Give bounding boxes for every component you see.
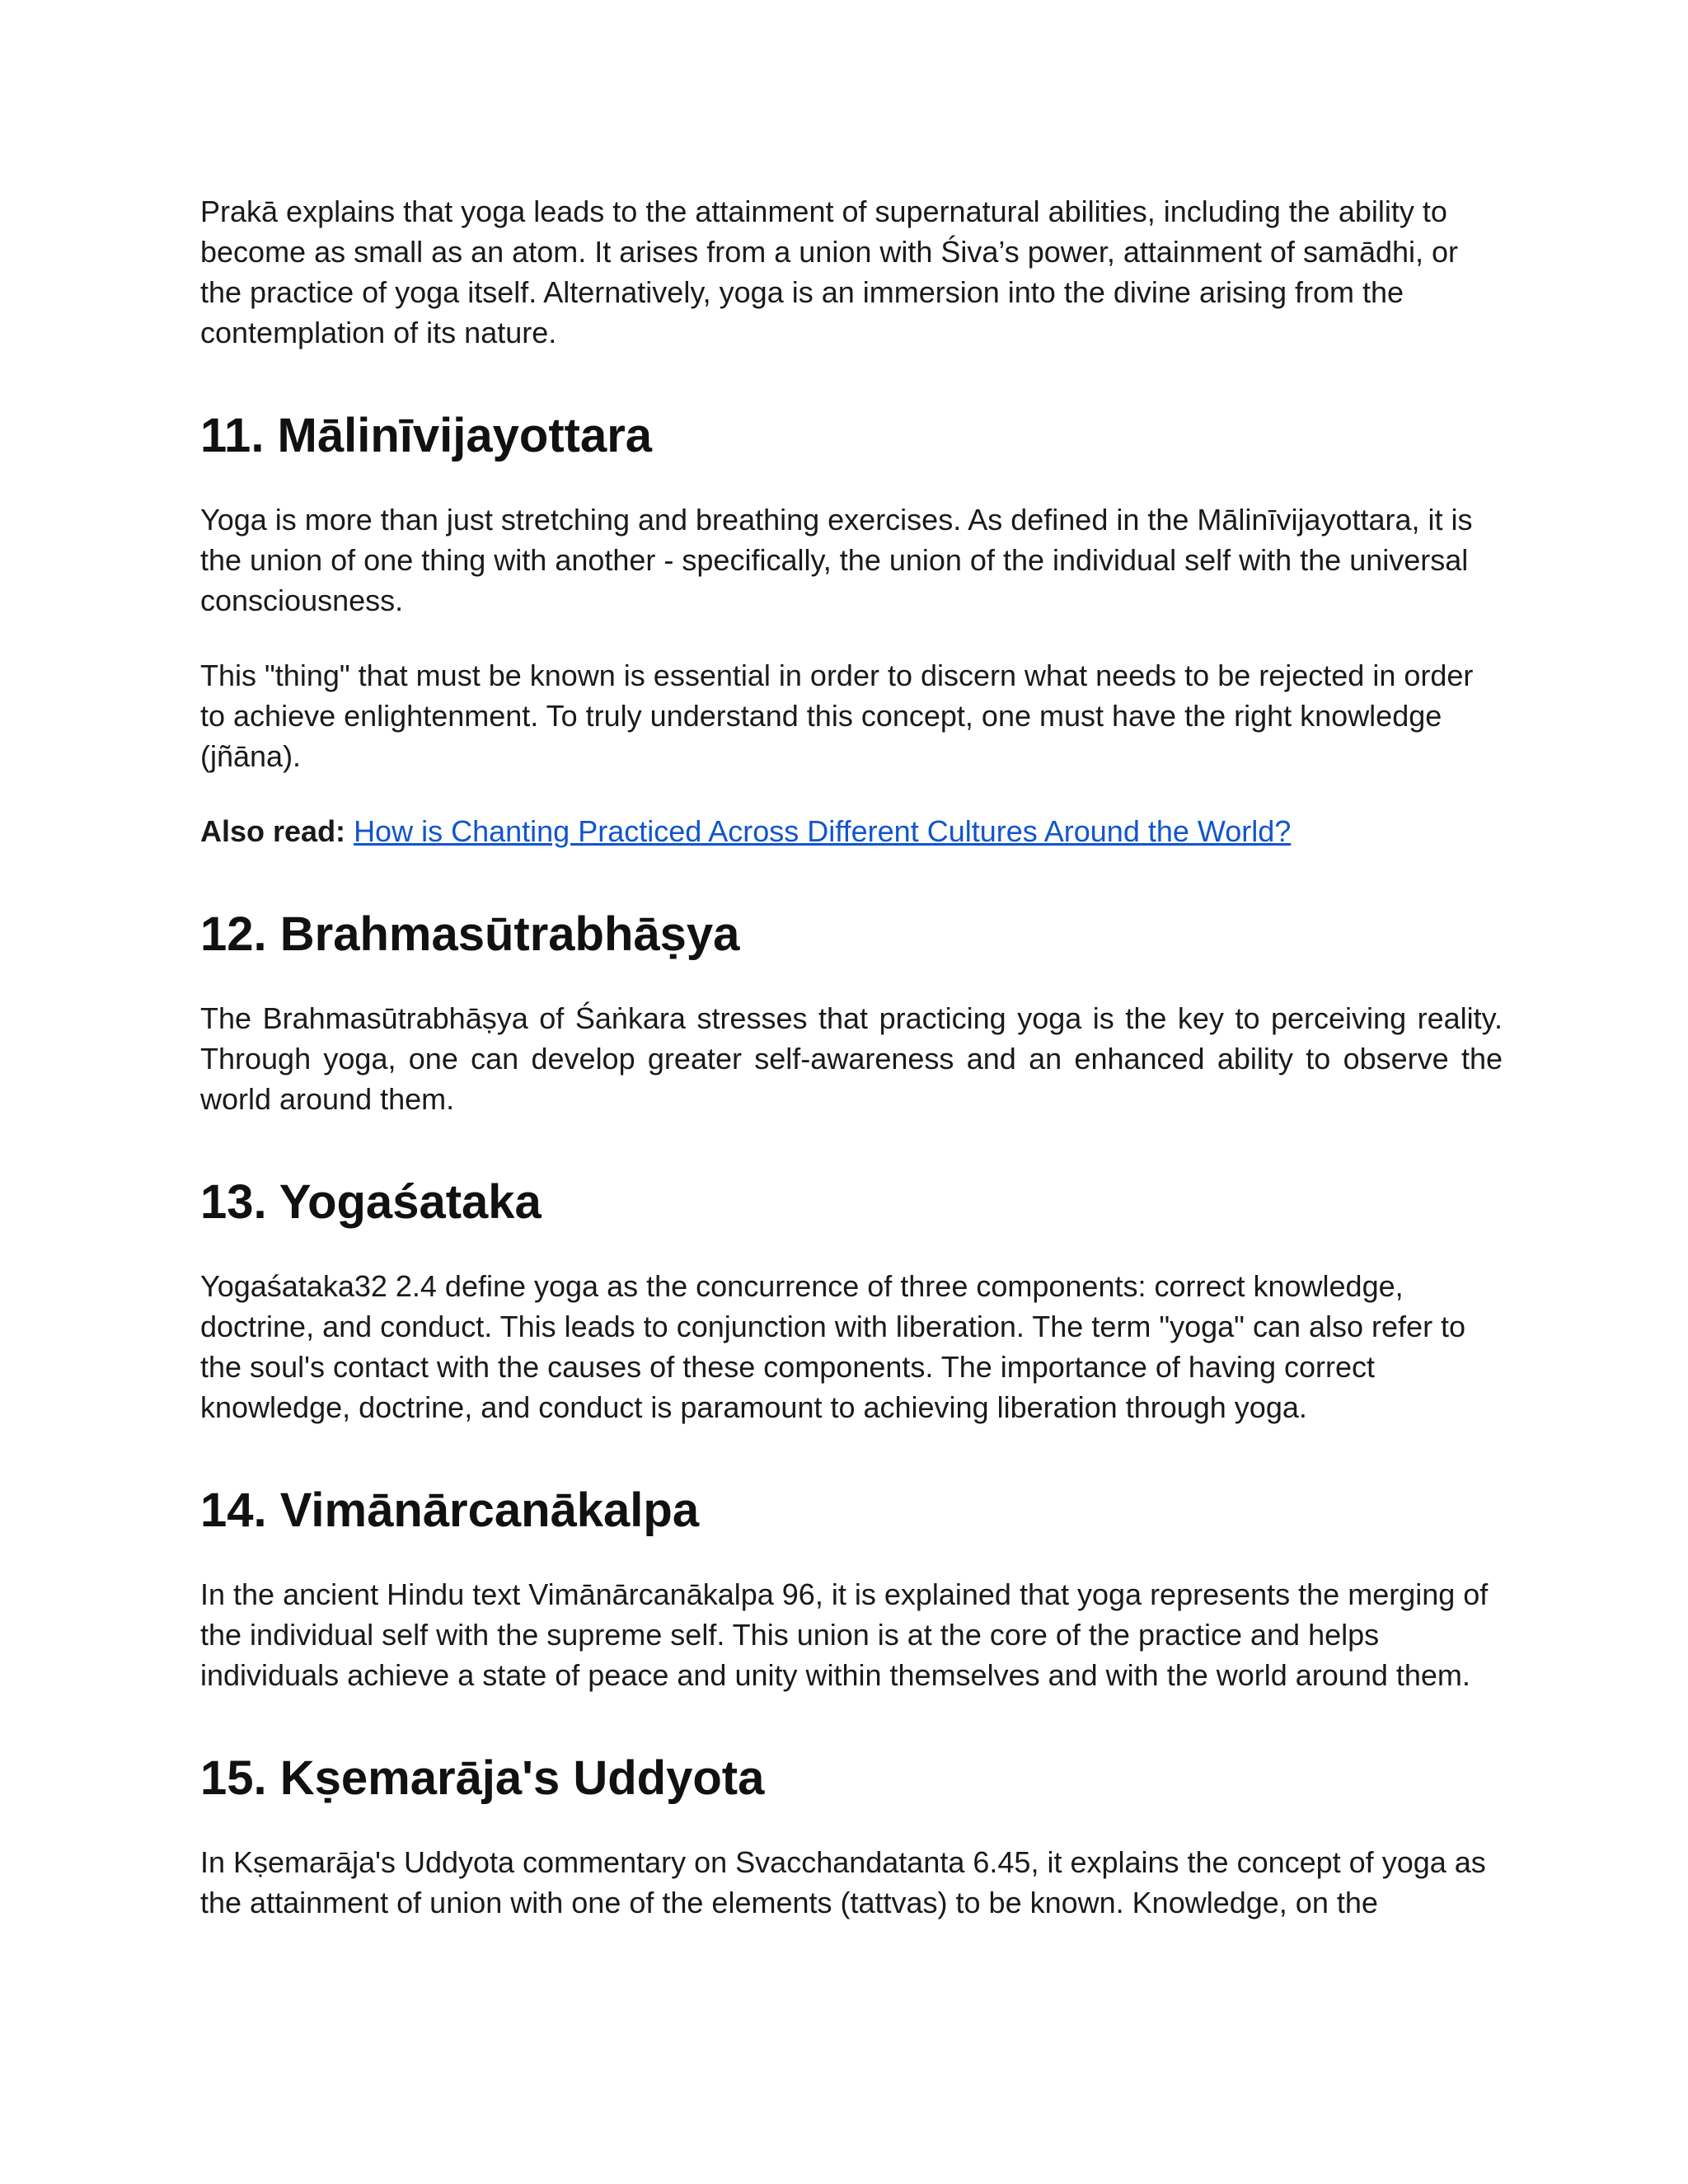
intro-paragraph: Prakā explains that yoga leads to the attainment of supernatural abilities, including the ability to become as small as an atom. It arises from a union with Śiva’s power, attainment of samādhi, or the practice of yoga itself. Alternatively, yoga is an immersion into the divine arising from the contemplation of its nature. [200,194,1459,349]
section-heading-11: 11. Mālinīvijayottara [200,409,653,462]
section-heading-14: 14. Vimānārcanākalpa [200,1483,700,1537]
document-page [200,191,1503,1923]
section-12-paragraph-1: The Brahmasūtrabhāṣya of Śaṅkara stresses that practicing yoga is the key to perceiving reality. Through yoga, one can develop greater self-awareness and an enhanced ability to observe the world around them. [200,1001,1503,1116]
section-heading-13: 13. Yogaśataka [200,1175,542,1229]
section-13-paragraph-1: Yogaśataka32 2.4 define yoga as the concurrence of three components: correct knowledge, doctrine, and conduct. This leads to conjunction with liberation. The term "yoga" can also refer to the soul's contact with the causes of these components. The importance of having correct knowledge, doctrine, and conduct is paramount to achieving liberation through yoga. [200,1269,1466,1424]
also-read-label: Also read: [200,814,346,848]
section-heading-12: 12. Brahmasūtrabhāṣya [200,907,740,961]
section-11-paragraph-1: Yoga is more than just stretching and breathing exercises. As defined in the Mālinīvijayottara, it is the union of one thing with another - specifically, the union of the individual self with the universal consciousness. [200,503,1473,617]
section-heading-15: 15. Kṣemarāja's Uddyota [200,1751,765,1805]
section-11-paragraph-2: This "thing" that must be known is essential in order to discern what needs to be rejected in order to achieve enlightenment. To truly understand this concept, one must have the right knowledge (jñāna). [200,658,1474,773]
section-14-paragraph-1: In the ancient Hindu text Vimānārcanākalpa 96, it is explained that yoga represents the merging of the individual self with the supreme self. This union is at the core of the practice and helps individuals achieve a state of peace and unity within themselves and with the world around them. [200,1577,1489,1692]
section-15-paragraph-1: In Kṣemarāja's Uddyota commentary on Svacchandatanta 6.45, it explains the concept of yoga as the attainment of union with one of the elements (tattvas) to be known. Knowledge, on the [200,1845,1486,1919]
also-read [200,811,1503,851]
also-read-link[interactable]: How is Chanting Practiced Across Different Cultures Around the World? [354,814,1292,848]
